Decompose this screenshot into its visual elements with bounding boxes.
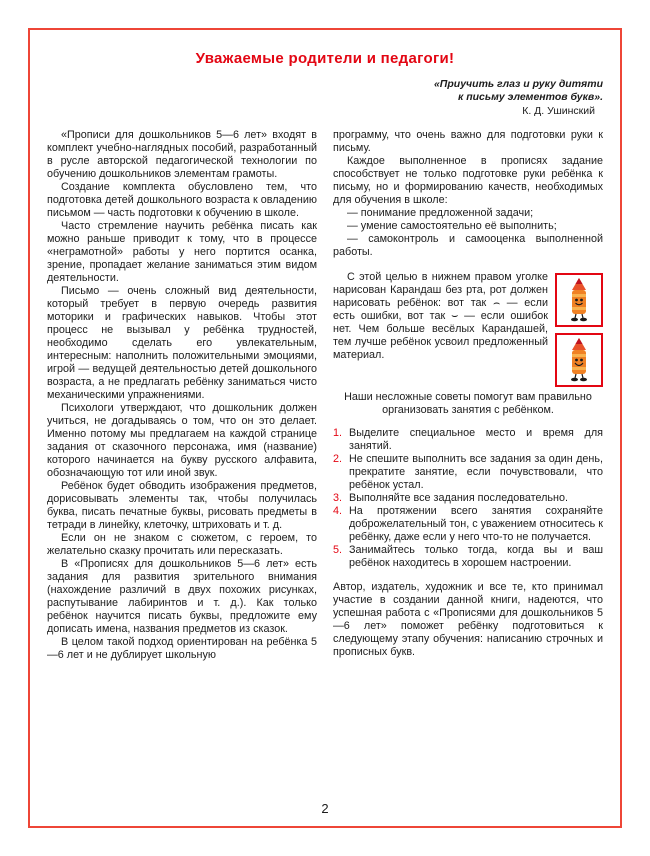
paragraph: Психологи утверждают, что дошкольник должен учиться, не догадываясь о том, что он это делает. Именно потому мы предлагаем на каждой странице задания от сказочного персонажа, имя (название) которого начинается на букву русского алфавита, обозначающую тот или иной звук.	[47, 401, 317, 479]
advice-text: Занимайтесь только тогда, когда вы и ваш ребёнок находитесь в хорошем настроении.	[349, 543, 603, 569]
paragraph: В целом такой подход ориентирован на ребёнка 5—6 лет и не дублирует школьную	[47, 635, 317, 661]
advice-item	[333, 453, 603, 492]
bullet-line: — самоконтроль и самооценка выполненной работы.	[333, 232, 603, 258]
paragraph: Если он не знаком с сюжетом, с героем, то желательно сказку прочитать или пересказать.	[47, 531, 317, 557]
pencil-character-icon	[560, 337, 598, 383]
advice-text: Не спешите выполнить все задания за один день, прекратите занятие, если почувствовали, что ребёнок устал.	[349, 452, 603, 491]
advice-text: Выделите специальное место и время для занятий.	[349, 426, 603, 452]
two-column-text	[47, 129, 603, 662]
advice-text: На протяжении всего занятия сохраняйте доброжелательный тон, с уважением относитесь к ребёнку, даже если у него что-то не получается.	[349, 504, 604, 543]
paragraph: Ребёнок будет обводить изображения предметов, дорисовывать элементы так, чтобы получилась буква, писать печатные буквы, рисовать предметы в тетради в линейку, клеточку, штриховать и т. д.	[47, 479, 317, 531]
epigraph-quote-line1: «Приучить глаз и руку дитяти	[433, 78, 603, 90]
epigraph-author: К. Д. Ушинский	[522, 105, 595, 117]
pencil-images	[555, 273, 603, 387]
bullet-line: — понимание предложенной задачи;	[347, 206, 534, 219]
paragraph-continuation: программу, что очень важно для подготовки руки к письму.	[333, 128, 603, 154]
paragraph: В «Прописях для дошкольников 5—6 лет» есть задания для развития зрительного внимания (нахождение различий в двух похожих рисунках, распутывание лабиринтов и т. д.). Как только ребёнок научится писать буквы, предложите ему дописать имена, названия предметов из сказок.	[47, 557, 317, 635]
page-number: 2	[321, 801, 329, 816]
pencil-image-frame	[555, 333, 603, 387]
advice-item	[333, 544, 603, 570]
advice-number: 4.	[333, 504, 343, 517]
paragraph: Часто стремление научить ребёнка писать как можно раньше приводит к тому, что в процессе «неграмотной» работы у него портится осанка, зрение, пропадает желание заниматься этим видом деятельности.	[47, 219, 317, 284]
advice-item	[333, 505, 603, 544]
paragraph: Создание комплекта обусловлено тем, что подготовка детей дошкольного возраста к овладению письмом — часть подготовки к обучению в школе.	[47, 180, 317, 219]
right-column	[333, 129, 603, 662]
paragraph: Каждое выполненное в прописях задание способствует не только подготовке руки ребёнка к письму, но и формированию качеств, необходимых для обучения в школе:	[333, 154, 603, 206]
pencil-image-frame	[555, 273, 603, 327]
paragraph-pencil: С этой целью в нижнем правом уголке нарисован Карандаш без рта, рот должен нарисовать ребёнок: вот так ⌢ — если есть ошибки, вот так ⌣ — если ошибок нет. Чем больше весёлых Карандашей, тем лучше ребёнок усвоил предложенный материал.	[333, 270, 548, 361]
advice-number: 3.	[333, 491, 343, 504]
paragraph: Письмо — очень сложный вид деятельности, который требует в первую очередь развития моторики и графических навыков. Чтобы этот процесс не вызывал у ребёнка трудностей, необходимо сделать его увлекательным, интересным: наполнить положительными эмоциями, игрой — ведущей деятельностью детей дошкольного возраста, а не предлагать ребёнку заниматься чисто механическими упражнениями.	[47, 284, 317, 401]
bullet-line: — умение самостоятельно её выполнить;	[347, 219, 557, 232]
advice-number: 2.	[333, 452, 343, 465]
page-content	[47, 50, 603, 662]
advice-number: 1.	[333, 426, 343, 439]
advice-number: 5.	[333, 543, 343, 556]
paragraph: «Прописи для дошкольников 5—6 лет» входят в комплект учебно-наглядных пособий, разработанный в русле авторской педагогической технологии по обучению дошкольников элементам грамоты.	[47, 128, 317, 180]
advice-text: Выполняйте все задания последовательно.	[349, 491, 569, 504]
closing-paragraph: Автор, издатель, художник и все те, кто принимал участие в создании данной книги, надеются, что успешная работа с «Прописями для дошкольников 5—6 лет» поможет ребёнку подготовиться к следующему этапу обучения: написанию строчных и прописных букв.	[333, 580, 603, 658]
advice-intro: Наши несложные советы помогут вам правильно организовать занятия с ребёнком.	[344, 390, 592, 416]
pencil-section	[333, 271, 603, 362]
left-column	[47, 129, 317, 662]
pencil-character-icon	[560, 277, 598, 323]
page-title: Уважаемые родители и педагоги!	[195, 50, 455, 67]
advice-item	[333, 427, 603, 453]
epigraph-quote-line2: к письму элементов букв».	[457, 90, 603, 103]
advice-item	[333, 492, 603, 505]
epigraph	[47, 78, 603, 118]
